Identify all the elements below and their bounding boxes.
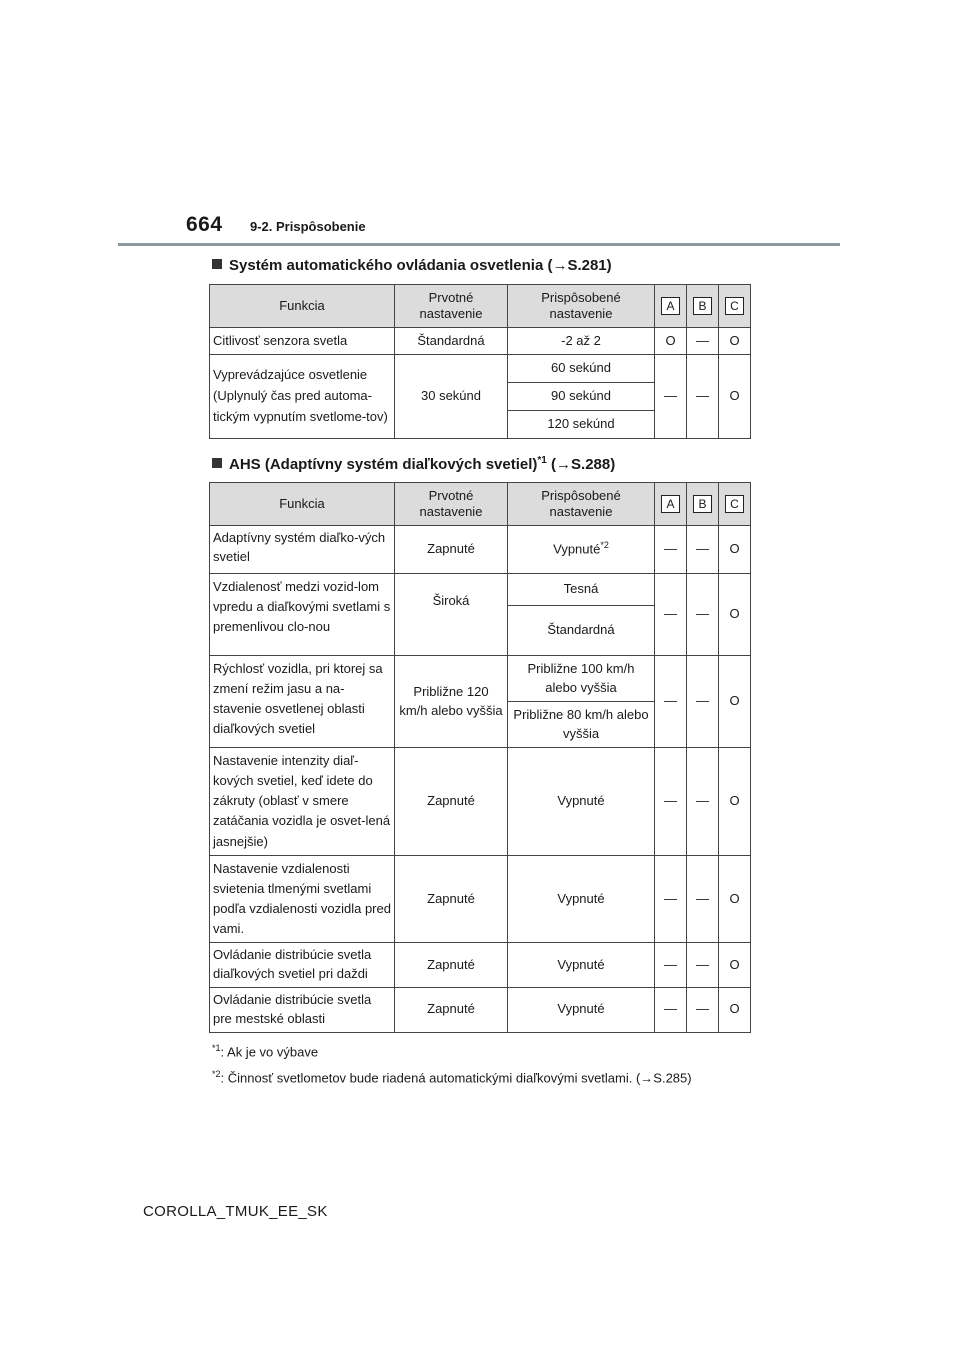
boxed-letter-c: C (725, 495, 744, 513)
cell-c: O (719, 987, 751, 1032)
column-header-prvotne: Prvotné nastavenie (395, 483, 508, 526)
boxed-letter-a: A (661, 495, 680, 513)
cell-initial: Zapnuté (395, 987, 508, 1032)
table-row (210, 328, 751, 355)
cell-function: Rýchlosť vozidla, pri ktorej sa zmení režim jasu a na-stavenie osvetlenej oblasti diaľkových svetiel (210, 656, 395, 748)
boxed-letter-a: A (661, 297, 680, 315)
cell-initial: Široká (395, 574, 508, 656)
column-header-funkcia: Funkcia (210, 483, 395, 526)
table-row (210, 987, 751, 1032)
cell-function: Ovládanie distribúcie svetla diaľkových svetiel pri daždi (210, 943, 395, 988)
table-row (210, 574, 751, 606)
table-row (210, 656, 751, 702)
cell-option: Približne 80 km/h alebo vyššia (508, 702, 655, 748)
footnote-2: $^{*2}$: Činnosť svetlometov bude riadená automatickými diaľkovými svetlami. (→S.285) (212, 1069, 692, 1086)
cell-option: Vypnuté (508, 855, 655, 943)
cell-option: Tesná (508, 574, 655, 606)
cell-function: Nastavenie intenzity diaľ-kových svetiel, keď idete do zákruty (oblasť v smere zatáčania vozidla je osvet-lená jasnejšie) (210, 748, 395, 856)
boxed-letter-c: C (725, 297, 744, 315)
column-header-c (719, 285, 751, 328)
arrow-right-icon: → (556, 456, 572, 473)
settings-table-ahs (209, 482, 751, 1033)
cell-b: — (687, 748, 719, 856)
document-footer-code: COROLLA_TMUK_EE_SK (143, 1203, 328, 1220)
table-row (210, 526, 751, 574)
cell-a: — (655, 987, 687, 1032)
cell-option: Vypnuté$^{*2}$ (508, 526, 655, 574)
arrow-right-icon: → (552, 257, 568, 274)
cell-b: — (687, 656, 719, 748)
cell-b: — (687, 355, 719, 439)
cell-option: 90 sekúnd (508, 383, 655, 411)
table-row (210, 355, 751, 383)
cell-option: Štandardná (508, 606, 655, 656)
cell-option: Vypnuté (508, 943, 655, 988)
column-header-b (687, 483, 719, 526)
cell-function: Nastavenie vzdialenosti svietenia tlmenými svetlami podľa vzdialenosti vozidla pred vami. (210, 855, 395, 943)
boxed-letter-b: B (693, 297, 712, 315)
cell-option: 120 sekúnd (508, 411, 655, 439)
section-title-ahs: AHS (Adaptívny systém diaľkových svetiel)$^{*1}$ (→S.288) (212, 455, 615, 473)
cell-function: Citlivosť senzora svetla (210, 328, 395, 355)
cell-c: O (719, 526, 751, 574)
cell-c: O (719, 656, 751, 748)
page-reference-link[interactable]: S.288) (571, 456, 616, 473)
cell-initial: Štandardná (395, 328, 508, 355)
cell-b: — (687, 855, 719, 943)
cell-c: O (719, 355, 751, 439)
cell-initial: Zapnuté (395, 943, 508, 988)
column-header-a (655, 285, 687, 328)
page-reference-link[interactable]: S.285) (653, 1070, 692, 1086)
cell-initial: Približne 120 km/h alebo vyššia (395, 656, 508, 748)
cell-a: — (655, 943, 687, 988)
cell-a: — (655, 526, 687, 574)
cell-c: O (719, 855, 751, 943)
cell-initial: Zapnuté (395, 855, 508, 943)
cell-a: — (655, 574, 687, 656)
cell-function: Ovládanie distribúcie svetla pre mestské oblasti (210, 987, 395, 1032)
cell-initial: Zapnuté (395, 526, 508, 574)
column-header-prisposobene: Prispôsobené nastavenie (508, 483, 655, 526)
cell-option: Vypnuté (508, 987, 655, 1032)
cell-option: Vypnuté (508, 748, 655, 856)
cell-initial: 30 sekúnd (395, 355, 508, 439)
cell-function: Adaptívny systém diaľko-vých svetiel (210, 526, 395, 574)
header-divider (118, 243, 840, 246)
cell-initial: Zapnuté (395, 748, 508, 856)
arrow-right-icon: → (640, 1070, 654, 1086)
cell-a: O (655, 328, 687, 355)
cell-option: -2 až 2 (508, 328, 655, 355)
cell-c: O (719, 328, 751, 355)
column-header-b (687, 285, 719, 328)
square-bullet-icon (212, 259, 222, 269)
cell-c: O (719, 943, 751, 988)
column-header-prisposobene: Prispôsobené nastavenie (508, 285, 655, 328)
cell-b: — (687, 328, 719, 355)
cell-b: — (687, 943, 719, 988)
table-header-row (210, 483, 751, 526)
column-header-a (655, 483, 687, 526)
cell-option: Približne 100 km/h alebo vyššia (508, 656, 655, 702)
table-row (210, 855, 751, 943)
page-reference-link[interactable]: S.281) (567, 257, 612, 274)
section-title-auto-lighting: Systém automatického ovládania osvetlenia (→S.281) (212, 257, 612, 274)
cell-function: Vzdialenosť medzi vozid-lom vpredu a diaľkovými svetlami s premenlivou clo-nou (210, 574, 395, 656)
boxed-letter-b: B (693, 495, 712, 513)
table-row (210, 748, 751, 856)
footnote-1: $^{*1}$: Ak je vo výbave (212, 1043, 319, 1060)
table-header-row (210, 285, 751, 328)
cell-a: — (655, 355, 687, 439)
column-header-c (719, 483, 751, 526)
cell-a: — (655, 656, 687, 748)
cell-b: — (687, 987, 719, 1032)
cell-b: — (687, 574, 719, 656)
cell-c: O (719, 748, 751, 856)
cell-c: O (719, 574, 751, 656)
page-number: 664 (186, 213, 223, 236)
chapter-title: 9-2. Prispôsobenie (250, 219, 366, 234)
table-row (210, 943, 751, 988)
footnote-marker: *2 (600, 540, 609, 551)
column-header-funkcia: Funkcia (210, 285, 395, 328)
cell-a: — (655, 748, 687, 856)
square-bullet-icon (212, 458, 222, 468)
column-header-prvotne: Prvotné nastavenie (395, 285, 508, 328)
cell-option: 60 sekúnd (508, 355, 655, 383)
cell-b: — (687, 526, 719, 574)
cell-function: Vyprevádzajúce osvetlenie (Uplynulý čas pred automa-tickým vypnutím svetlome-tov) (210, 355, 395, 439)
cell-a: — (655, 855, 687, 943)
settings-table-auto-lighting (209, 284, 751, 439)
footnote-marker: *1 (537, 455, 547, 466)
